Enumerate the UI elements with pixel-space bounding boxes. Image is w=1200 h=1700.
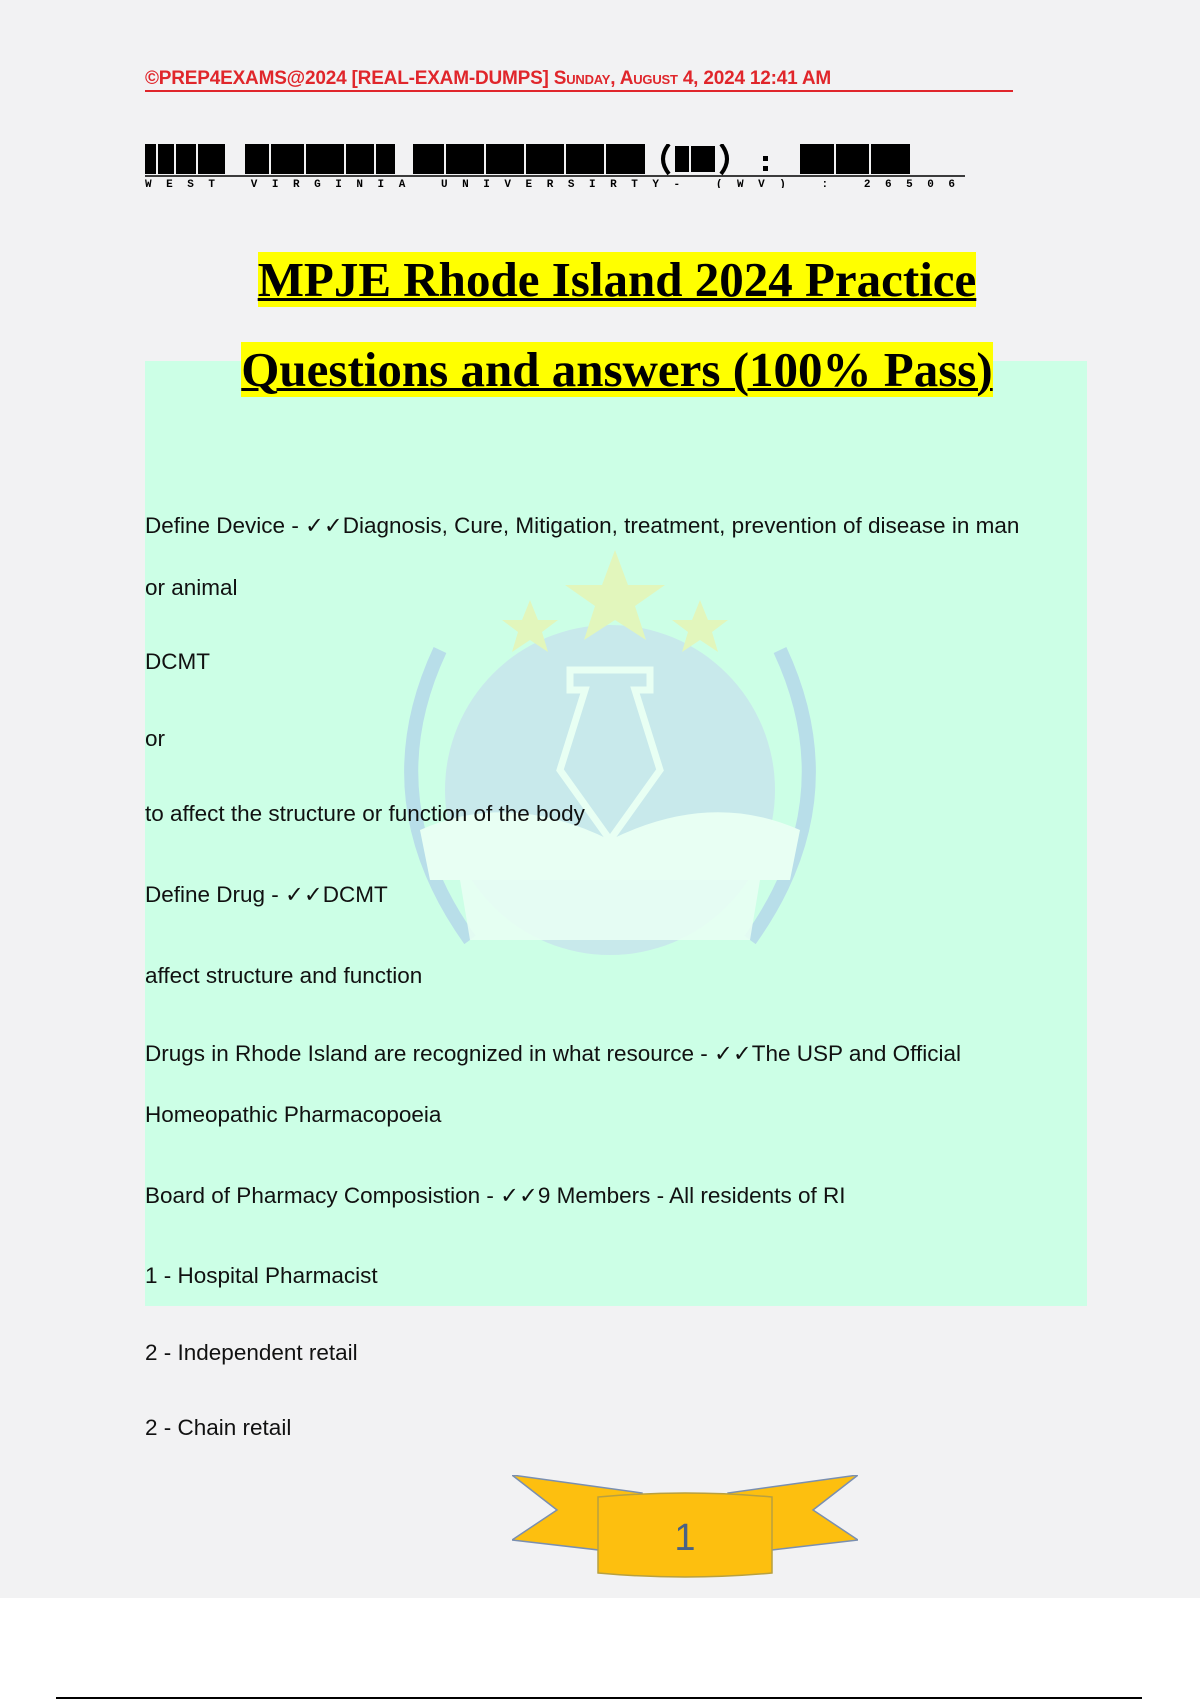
content-line: to affect the structure or function of the body [145,801,585,826]
header-banner: ©PREP4EXAMS@2024 [REAL-EXAM-DUMPS] Sunday, August 4, 2024 12:41 AM [145,68,1013,92]
content-line: Drugs in Rhode Island are recognized in what resource - ✓✓The USP and Official [145,1041,962,1066]
svg-text:WEST VIRGINIA UNIVERSIRTY- (WV: WEST VIRGINIA UNIVERSIRTY- (WV) : 26506 [145,179,955,188]
content-line: affect structure and function [145,963,423,988]
content-line: DCMT [145,649,210,674]
content-line: 2 - Independent retail [145,1340,358,1365]
content-line: Board of Pharmacy Composistion - ✓✓9 Members - All residents of RI [145,1183,846,1208]
document-title-line-2: Questions and answers (100% Pass) [241,342,993,397]
content-line: or [145,726,166,751]
content-line: Homeopathic Pharmacopoeia [145,1102,442,1127]
content-line: Define Drug - ✓✓DCMT [145,882,388,907]
page-number: 1 [674,1517,696,1559]
content-line: or animal [145,575,238,600]
page-divider [56,1697,1142,1699]
barcode-institution [145,144,965,188]
content-line: Define Device - ✓✓Diagnosis, Cure, Mitigation, treatment, prevention of disease in man [145,513,1020,538]
content-line: 2 - Chain retail [145,1415,292,1440]
content-line: 1 - Hospital Pharmacist [145,1263,378,1288]
document-title-line-1: MPJE Rhode Island 2024 Practice [257,252,977,307]
page-number-ribbon [512,1475,858,1585]
